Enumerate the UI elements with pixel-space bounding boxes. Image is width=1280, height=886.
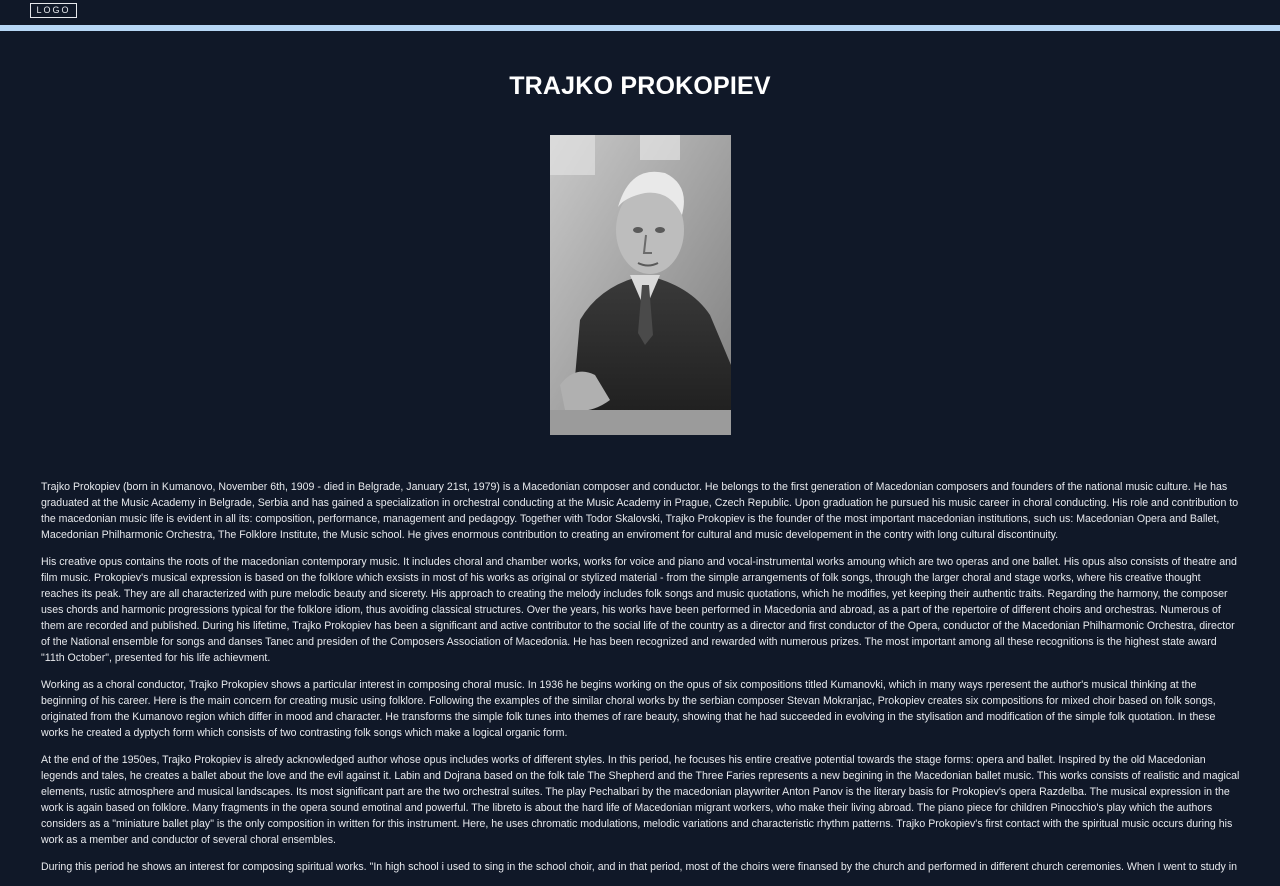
- paragraph: His creative opus contains the roots of the macedonian contemporary music. It includes choral and chamber works, works for voice and piano and vocal-instrumental works amoung which are two operas and one ballet. His opus also consists of theatre and film music. Prokopiev's musical expression is based on the folklore which exsists in most of his works as original or stylized material - from the simple arrangements of folk songs, through the larger choral and stage works, where his creative thought reaches its peak. They are all characterized with pure melodic beauty and sicerety. His approach to creating the melody includes folk songs and music quotations, which he modifies, yet keeping their authentic traits. Regarding the harmony, the composer uses chords and harmonic progressions typical for the folklore idiom, thus avoiding classical structures. Over the years, his works have been performed in Macedonia and abroad, as a part of the repertoire of different choirs and orchestras. Numerous of them are recorded and published. During his lifetime, Trajko Prokopiev has been a significant and active contributor to the social life of the country as a director and first conductor of the Opera, conductor of the Macedonian Philharmonic Orchestra, director of the National ensemble for songs and danses Tanec and presiden of the Composers Association of Macedonia. He has been recognized and rewarded with numerous prizes. The most important among all these recognitions is the highest state award "11th October", presented for his life achievment.: [41, 556, 1237, 664]
- biography-text: [41, 479, 1240, 886]
- top-header: [0, 0, 1280, 25]
- page-title: TRAJKO PROKOPIEV: [509, 72, 771, 100]
- paragraph: During this period he shows an interest for composing spiritual works. "In high school i used to sing in the school choir, and in that period, most of the choirs were finansed by the church and performed in different church ceremonies. When I went to study in: [41, 861, 1237, 873]
- portrait-photo: [550, 135, 731, 435]
- paragraph: Trajko Prokopiev (born in Kumanovo, November 6th, 1909 - died in Belgrade, January 21st, 1979) is a Macedonian composer and conductor. He belongs to the first generation of Macedonian composers and founders of the national music culture. He has graduated at the Music Academy in Belgrade, Serbia and has gained a specialization in orchestral conducting at the Music Academy in Prague, Czech Republic. Upon graduation he pursued his music career in choral conducting. His role and contribution to the macedonian music life is evident in all its: composition, performance, management and pedagogy. Together with Todor Skalovski, Trajko Prokopiev is the founder of the most important macedonian institutions, such us: Macedonian Opera and Ballet, Macedonian Philharmonic Orchestra, The Folklore Institute, the Music school. He gives enormous contribution to creating an enviroment for cultural and music developement in the contry with long cultural discontinuity.: [41, 481, 1239, 541]
- logo[interactable]: LOGO: [30, 3, 77, 18]
- portrait-photo-icon: [550, 135, 731, 435]
- paragraph: At the end of the 1950es, Trajko Prokopiev is alredy acknowledged author whose opus includes works of different styles. In this period, he focuses his entire creative potential towards the stage forms: opera and ballet. Inspired by the old Macedonian legends and tales, he creates a ballet about the love and the evil against it. Labin and Dojrana based on the folk tale The Shepherd and the Three Faries represents a new begining in the Macedonian ballet music. This works consists of realistic and magical elements, rustic atmosphere and musical landscapes. Its most significant part are the two orchestral suites. The play Pechalbari by the macedonian playwriter Anton Panov is the literary basis for Prokopiev's opera Razdelba. The musical expression in the work is again based on folklore. Many fragments in the opera sound emotinal and powerful. The libreto is about the hard life of Macedonian migrant workers, who make their living abroad. The piano piece for children Pinocchio's play which the authors considers as a "miniature ballet play" is the only composition in written for this instrument. Here, he uses chromatic modulations, melodic variations and characteristic rhythm patterns. Trajko Prokopiev's first contact with the spiritual music occurs during his work as a member and conductor of several choral ensembles.: [41, 754, 1240, 846]
- accent-divider: [0, 25, 1280, 31]
- paragraph: Working as a choral conductor, Trajko Prokopiev shows a particular interest in composing choral music. In 1936 he begins working on the opus of six compositions titled Kumanovki, which in many ways rperesent the author's musical thinking at the beginning of his career. Here is the main concern for creating music using folklore. Following the examples of the similar choral works by the serbian composer Stevan Mokranjac, Prokopiev creates six compositions for mixed choir based on folk songs, originated from the Kumanovo region which differ in mood and character. He transforms the simple folk tunes into themes of rare beauty, showing that he had succeeded in evolving in the stylisation and modification of the simple folk quotation. In these works he created a dyptych form which consists of two contrasting folk songs which make a logical organic form.: [41, 679, 1216, 739]
